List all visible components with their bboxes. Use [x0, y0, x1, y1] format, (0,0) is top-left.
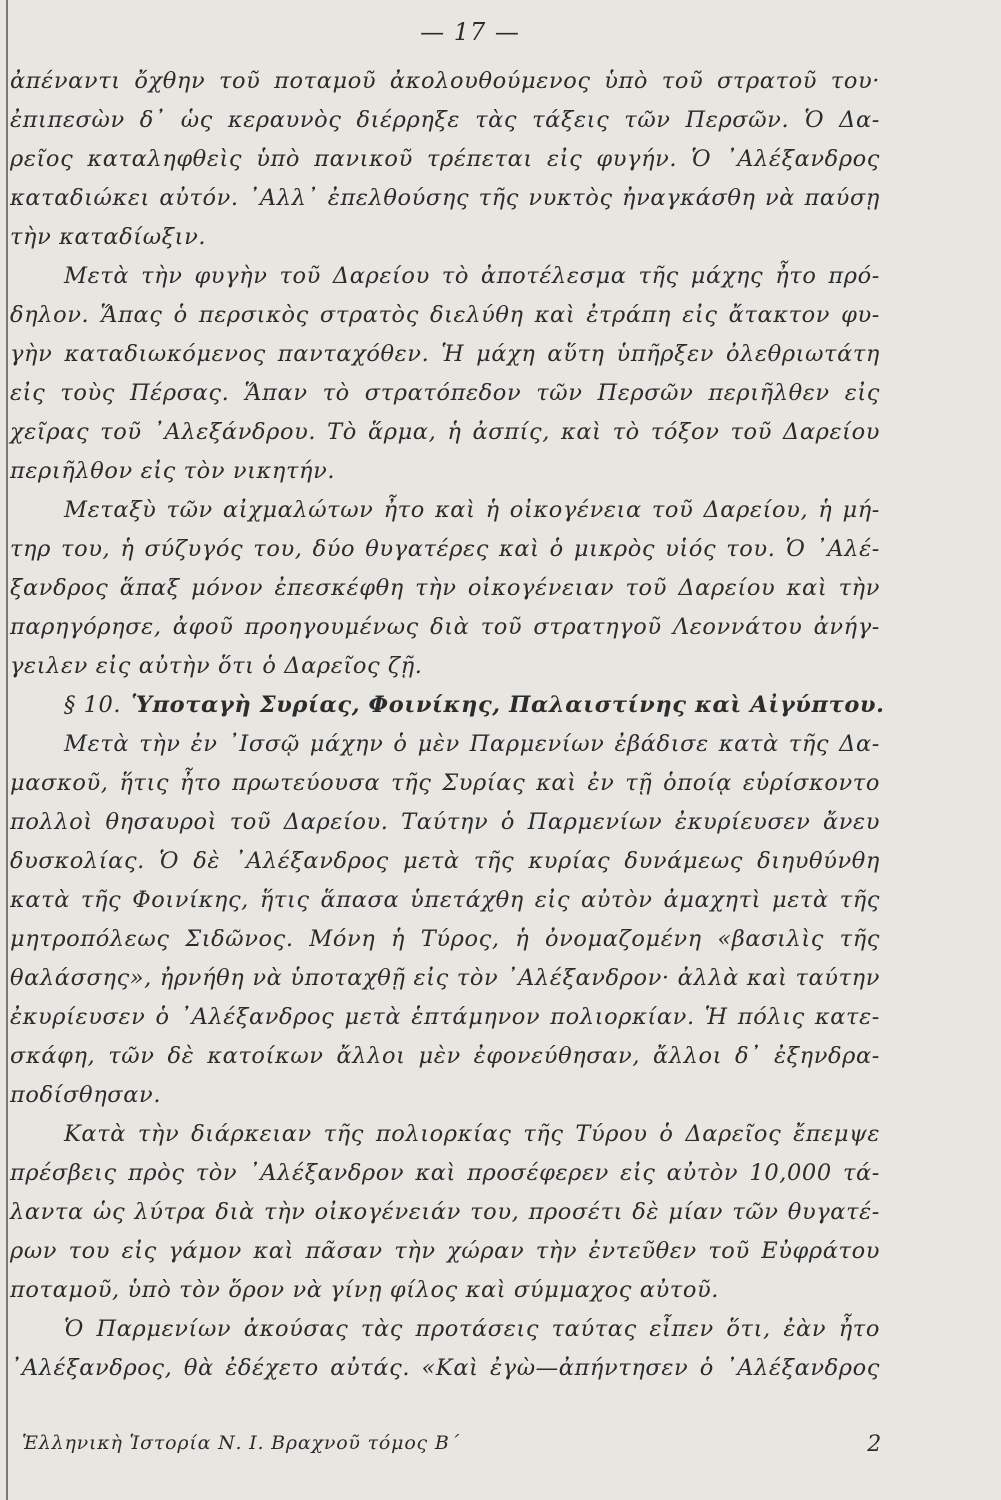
text-line: Μετὰ τὴν φυγὴν τοῦ Δαρείου τὸ ἀποτέλεσμα τῆς μάχης ἦτο πρό- [64, 263, 880, 289]
text-line: πολλοὶ θησαυροὶ τοῦ Δαρείου. Ταύτην ὁ Παρμενίων ἐκυρίευσεν ἄνευ [10, 809, 880, 835]
text-line: ᾽Αλέξανδρος, θὰ ἐδέχετο αὐτάς. «Καὶ ἐγὼ—ἀπήντησεν ὁ ᾽Αλέξανδρος [10, 1355, 880, 1381]
text-line: ποταμοῦ, ὑπὸ τὸν ὅρον νὰ γίνῃ φίλος καὶ σύμμαχος αὐτοῦ. [10, 1277, 720, 1303]
text-line: τὴν καταδίωξιν. [10, 224, 207, 250]
text-line: μασκοῦ, ἥτις ἦτο πρωτεύουσα τῆς Συρίας καὶ ἐν τῇ ὁποίᾳ εὑρίσκοντο [10, 770, 880, 796]
text-line: τηρ του, ἡ σύζυγός του, δύο θυγατέρες καὶ ὁ μικρὸς υἱός του. Ὁ ᾽Αλέ- [10, 536, 880, 562]
footer-book-title: Ἑλληνικὴ Ἱστορία Ν. Ι. Βραχνοῦ τόμος Β΄ [22, 1432, 460, 1454]
page-number: — 17 — [420, 18, 520, 46]
text-line: Κατὰ τὴν διάρκειαν τῆς πολιορκίας τῆς Τύρου ὁ Δαρεῖος ἔπεμψε [64, 1121, 880, 1147]
page-edge-line [6, 0, 8, 1500]
text-line: ξανδρος ἅπαξ μόνον ἐπεσκέφθη τὴν οἰκογένειαν τοῦ Δαρείου καὶ τὴν [10, 575, 880, 601]
text-line: δυσκολίας. Ὁ δὲ ᾽Αλέξανδρος μετὰ τῆς κυρίας δυνάμεως διηυθύνθη [10, 848, 880, 874]
text-line: Μετὰ τὴν ἐν ᾽Ισσῷ μάχην ὁ μὲν Παρμενίων ἐβάδισε κατὰ τῆς Δα- [64, 731, 880, 757]
text-line: χεῖρας τοῦ ᾽Αλεξάνδρου. Τὸ ἅρμα, ἡ ἀσπίς, καὶ τὸ τόξον τοῦ Δαρείου [10, 419, 880, 445]
text-line: ἀπέναντι ὄχθην τοῦ ποταμοῦ ἀκολουθούμενος ὑπὸ τοῦ στρατοῦ του· [10, 68, 880, 94]
text-line: γὴν καταδιωκόμενος πανταχόθεν. Ἡ μάχη αὕτη ὑπῆρξεν ὀλεθριωτάτη [10, 341, 880, 367]
text-line: Ὁ Παρμενίων ἀκούσας τὰς προτάσεις ταύτας εἶπεν ὅτι, ἐὰν ἦτο [64, 1316, 880, 1342]
body-text [10, 62, 885, 1388]
text-line: παρηγόρησε, ἀφοῦ προηγουμένως διὰ τοῦ στρατηγοῦ Λεοννάτου ἀνήγ- [10, 614, 880, 640]
text-line: δηλον. Ἅπας ὁ περσικὸς στρατὸς διελύθη καὶ ἐτράπη εἰς ἄτακτον φυ- [10, 302, 880, 328]
text-line: λαντα ὡς λύτρα διὰ τὴν οἰκογένειάν του, προσέτι δὲ μίαν τῶν θυγατέ- [10, 1199, 880, 1225]
text-line: πρέσβεις πρὸς τὸν ᾽Αλέξανδρον καὶ προσέφερεν εἰς αὐτὸν 10,000 τά- [10, 1160, 880, 1186]
text-line: σκάφη, τῶν δὲ κατοίκων ἄλλοι μὲν ἐφονεύθησαν, ἄλλοι δ᾽ ἐξηνδρα- [10, 1043, 880, 1069]
text-line: εἰς τοὺς Πέρσας. Ἅπαν τὸ στρατόπεδον τῶν Περσῶν περιῆλθεν εἰς [10, 380, 880, 406]
page-footer [22, 1432, 882, 1457]
footer-signature-mark: 2 [867, 1432, 882, 1457]
text-line: ρεῖος καταληφθεὶς ὑπὸ πανικοῦ τρέπεται εἰς φυγήν. Ὁ ᾽Αλέξανδρος [10, 146, 880, 172]
text-line: ἐκυρίευσεν ὁ ᾽Αλέξανδρος μετὰ ἑπτάμηνον πολιορκίαν. Ἡ πόλις κατε- [10, 1004, 880, 1030]
text-line: θαλάσσης», ἠρνήθη νὰ ὑποταχθῇ εἰς τὸν ᾽Αλέξανδρον· ἀλλὰ καὶ ταύτην [10, 965, 880, 991]
text-line: Μεταξὺ τῶν αἰχμαλώτων ἦτο καὶ ἡ οἰκογένεια τοῦ Δαρείου, ἡ μή- [64, 497, 880, 523]
text-line: γειλεν εἰς αὐτὴν ὅτι ὁ Δαρεῖος ζῇ. [10, 653, 423, 679]
text-line: μητροπόλεως Σιδῶνος. Μόνη ἡ Τύρος, ἡ ὀνομαζομένη «βασιλὶς τῆς [10, 926, 880, 952]
section-heading [10, 686, 885, 725]
text-line: καταδιώκει αὐτόν. ᾽Αλλ᾽ ἐπελθούσης τῆς νυκτὸς ἠναγκάσθη νὰ παύσῃ [10, 185, 880, 211]
text-line: ρων του εἰς γάμον καὶ πᾶσαν τὴν χώραν τὴν ἐντεῦθεν τοῦ Εὐφράτου [10, 1238, 880, 1264]
text-line: κατὰ τῆς Φοινίκης, ἥτις ἅπασα ὑπετάχθη εἰς αὐτὸν ἀμαχητὶ μετὰ τῆς [10, 887, 880, 913]
text-line: ποδίσθησαν. [10, 1082, 162, 1108]
section-number: § 10. [64, 692, 122, 718]
section-title: Ὑποταγὴ Συρίας, Φοινίκης, Παλαιστίνης καὶ Αἰγύπτου. [131, 692, 885, 718]
text-line: ἐπιπεσὼν δ᾽ ὡς κεραυνὸς διέρρηξε τὰς τάξεις τῶν Περσῶν. Ὁ Δα- [10, 107, 880, 133]
text-line: περιῆλθον εἰς τὸν νικητήν. [10, 458, 336, 484]
